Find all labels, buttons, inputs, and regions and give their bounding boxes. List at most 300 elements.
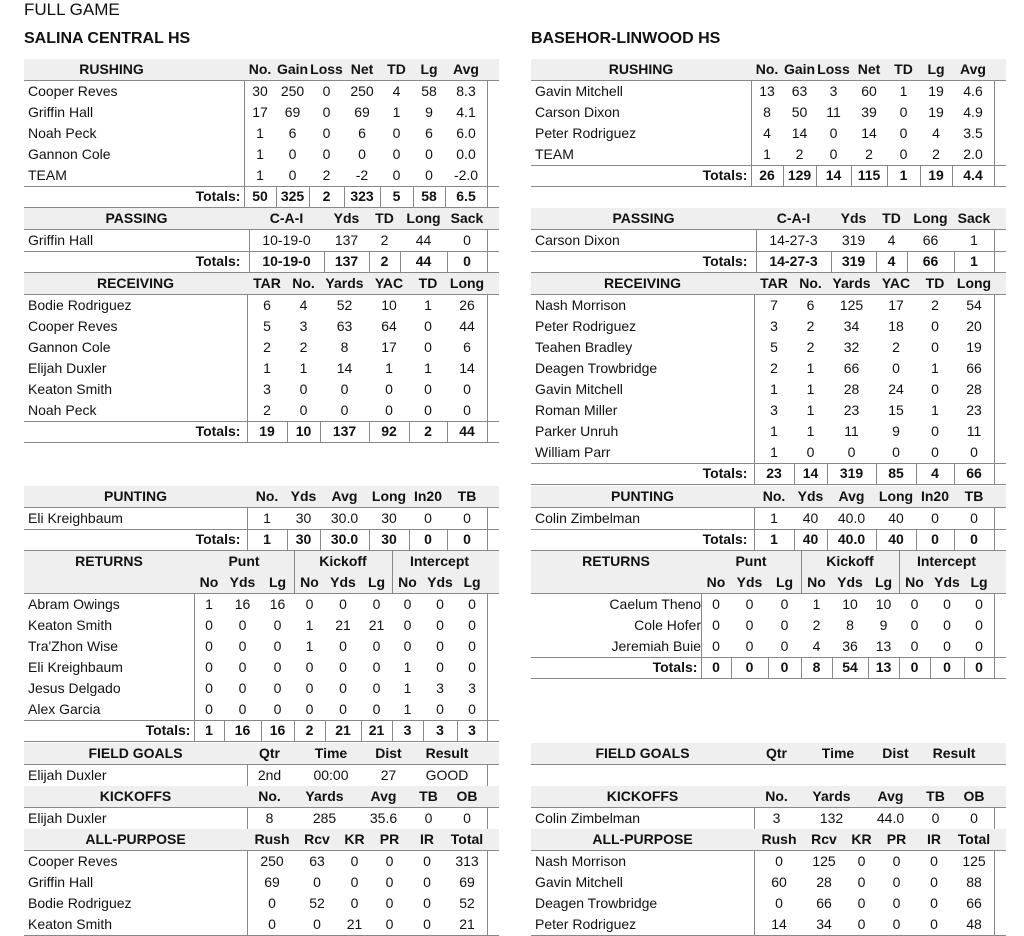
stat-value: 0 [305,659,314,675]
column-header: Rush [254,831,290,847]
stat-value: 0 [205,701,213,717]
table-row [531,102,1006,123]
stat-value: 0 [930,895,938,911]
stat-value: 0 [857,874,866,890]
stat-value: 0 [372,701,381,717]
column-header: Avg [838,488,865,504]
stat-value: 0 [273,617,282,633]
table-header [531,829,1006,850]
section-label: KICKOFFS [99,788,172,804]
stat-value: 26 [459,297,475,313]
stat-value: 19 [928,83,944,99]
stat-value: 3 [468,680,476,696]
column-header: Sack [450,210,484,226]
column-header: IR [927,831,941,847]
player-name: Elijah Duxler [28,810,107,826]
stat-value: 2 [263,402,271,418]
stat-value: 0 [930,853,938,869]
stat-value: 30 [252,83,268,99]
table-row [531,636,1006,657]
stat-value: 1 [770,423,778,439]
stat-value: 6 [463,339,471,355]
table-row [531,442,1006,463]
total-value: 0 [970,531,978,547]
stat-value: 0 [892,916,901,932]
stat-value: 0 [436,617,444,633]
stat-value: 66 [966,895,982,911]
column-header: C-A-I [776,210,811,226]
stat-value: 0 [931,318,939,334]
column-header: Gain [783,61,816,77]
stat-value: 60 [771,874,787,890]
column-header: Avg [453,61,479,77]
column-header: C-A-I [269,210,304,226]
stat-value: 63 [309,853,325,869]
column-header: No. [799,275,822,291]
table-row [24,678,499,699]
table-row [24,508,499,529]
column-header: KR [344,831,365,847]
divider [994,807,995,829]
stat-value: 0 [385,853,394,869]
column-header: Long [913,210,948,226]
total-value: 0 [943,659,951,675]
stat-value: 3 [770,318,778,334]
column-header: Avg [877,788,904,804]
column-header: Result [932,745,976,761]
total-value: 10-19-0 [262,253,311,269]
column-header: Net [857,61,881,77]
player-name: Teahen Bradley [535,339,633,355]
stat-value: 0 [424,381,432,397]
column-header: Yds [797,488,824,504]
player-name: Keaton Smith [28,381,113,397]
divider [487,593,488,741]
stat-value: 0 [372,596,381,612]
stat-value: 0 [970,810,978,826]
table-row [24,893,499,914]
stat-value: 0 [892,853,901,869]
table-header [24,486,499,507]
stat-value: 15 [888,402,904,418]
stat-value: 54 [966,297,982,313]
stat-value: 3 [263,381,271,397]
stat-value: 0 [436,701,444,717]
table-row [24,699,499,720]
stat-value: 58 [421,83,437,99]
stat-value: 1 [931,360,939,376]
divider [487,294,488,442]
player-name: Gannon Cole [28,339,111,355]
total-value: 2 [380,253,389,269]
player-name: Carson Dixon [535,104,620,120]
table-row [531,421,1006,442]
total-value: 40.0 [837,531,866,547]
table-header [24,273,499,294]
table-header [531,743,1006,764]
column-header: Yds [837,574,863,590]
column-header: OB [963,788,985,804]
stat-value: 1 [305,617,314,633]
stat-value: 0 [350,874,359,890]
total-value: 0 [931,531,939,547]
totals-label: Totals: [652,659,698,675]
stat-value: 66 [843,360,860,376]
total-value: 21 [368,722,385,738]
stat-value: 30 [295,510,312,526]
total-value: 66 [922,253,939,269]
player-name: Eli Kreighbaum [28,510,123,526]
stat-value: 1 [392,104,401,120]
stat-value: 0 [322,104,331,120]
column-header: TD [375,210,394,226]
total-value: 54 [842,659,858,675]
stat-value: 125 [839,297,864,313]
column-group-header: Punt [735,553,767,569]
divider [24,442,499,443]
column-header: Avg [331,488,358,504]
column-group-header: Intercept [409,553,470,569]
stat-value: 40 [802,510,819,526]
stat-value: 34 [816,916,832,932]
stat-value: 0 [930,874,938,890]
column-header: Dist [375,745,402,761]
player-name: Peter Rodriguez [535,916,637,932]
stat-value: 0 [943,617,951,633]
stat-value: 0 [273,659,282,675]
column-header: TB [926,788,945,804]
total-value: 323 [350,188,374,204]
stat-value: 11 [844,423,859,439]
stat-value: 14-27-3 [769,232,818,248]
column-header: No. [292,275,315,291]
stat-value: -2 [355,167,369,183]
stat-value: 4 [887,232,896,248]
column-header: Yards [812,788,851,804]
stat-value: 17 [888,297,904,313]
stat-value: 0 [403,638,412,654]
stat-value: 0 [424,318,432,334]
stat-value: 35.6 [369,810,398,826]
stat-value: 0 [892,360,900,376]
stat-value: 0 [424,339,432,355]
stat-value: 0 [385,895,394,911]
table-row [531,316,1006,337]
stat-value: 3.5 [963,125,983,141]
total-value: 19 [928,167,944,183]
away-team-name: BASEHOR-LINWOOD HS [531,30,721,47]
column-header: Result [425,745,469,761]
table-header [24,208,499,229]
total-value: 1 [205,722,213,738]
stat-value: 1 [806,381,815,397]
column-header: TAR [253,275,281,291]
stat-value: 23 [966,402,982,418]
column-header: Yds [934,574,960,590]
table-header [531,551,1006,572]
total-value: 16 [269,722,286,738]
section-label: RUSHING [79,61,144,77]
total-value: 1 [899,167,908,183]
total-value: 58 [421,188,437,204]
divider [531,484,1006,485]
player-name: Colin Zimbelman [535,810,641,826]
column-header: No [398,574,417,590]
stat-value: 18 [888,318,904,334]
stat-value: 2 [770,360,778,376]
stat-value: 13 [759,83,775,99]
section-label: FIELD GOALS [88,745,183,761]
column-header: Avg [960,61,986,77]
stat-value: 0 [463,381,471,397]
column-header: Yds [333,210,360,226]
total-value: 325 [280,188,305,204]
stat-value: 125 [962,853,986,869]
table-row [24,81,499,102]
column-header: Lg [463,574,481,590]
stat-value: 0 [463,232,471,248]
stat-value: 0 [322,83,331,99]
stat-value: 10 [381,297,397,313]
stat-value: 0 [436,596,444,612]
player-name: Noah Peck [28,125,97,141]
divider [754,807,755,829]
stat-value: 7 [770,297,778,313]
stat-value: 0 [463,402,471,418]
stat-value: 0 [847,444,856,460]
stat-value: 52 [336,297,353,313]
total-value: 85 [888,465,904,481]
stat-value: 125 [812,853,836,869]
stat-value: 0 [468,659,476,675]
column-header: PR [379,831,400,847]
player-name: Peter Rodriguez [535,318,637,334]
stat-value: 28 [816,874,832,890]
total-value: 2 [424,423,432,439]
column-header: TD [894,61,913,77]
stat-value: 2nd [257,767,282,783]
table-row [24,872,499,893]
stat-value: 3 [772,810,781,826]
stat-value: 0 [339,701,347,717]
stat-value: 0 [468,701,476,717]
stat-value: 69 [354,104,370,120]
divider [247,764,248,786]
divider [487,850,488,935]
stat-value: 16 [234,596,251,612]
stat-value: 0 [423,853,431,869]
stat-value: 9 [892,423,900,439]
stat-value: 0 [392,125,401,141]
column-header: Lg [420,61,438,77]
stat-value: 69 [284,104,301,120]
total-value: 3 [468,722,476,738]
player-name: Elijah Duxler [28,360,107,376]
stat-value: 0 [273,701,282,717]
player-name: Griffin Hall [28,232,94,248]
table-row [24,914,499,935]
table-header [24,786,499,807]
stat-value: 9 [879,617,888,633]
totals-label: Totals: [702,167,748,183]
column-header: Yds [290,488,317,504]
stat-value: 0 [712,617,720,633]
total-value: 2 [305,722,314,738]
player-name: Gavin Mitchell [535,874,623,890]
stat-value: 0 [425,167,433,183]
stat-value: 1 [424,360,432,376]
total-value: 1 [970,253,978,269]
table-row [24,657,499,678]
divider [531,764,1006,765]
stat-value: 2 [932,146,940,162]
stat-value: 0 [238,617,247,633]
stat-value: 0 [423,874,431,890]
stat-value: 0 [205,638,213,654]
totals-row [24,251,499,272]
stat-value: 0 [273,680,282,696]
stat-value: 11 [966,423,982,439]
stat-value: 0 [892,874,901,890]
divider [754,850,755,935]
divider [294,551,295,593]
stat-value: 69 [264,874,280,890]
stat-value: 63 [336,318,353,334]
stat-value: 0 [745,638,754,654]
stat-value: 0 [975,617,983,633]
table-row [531,851,1006,872]
stat-value: 0 [313,916,321,932]
totals-row [531,251,1006,272]
total-value: 30 [295,531,312,547]
player-name: Deagen Trowbridge [535,895,658,911]
stat-value: 0 [745,617,754,633]
total-value: 30.0 [330,531,359,547]
stat-value: 64 [381,318,397,334]
stat-value: 0 [305,701,314,717]
total-value: 8 [812,659,821,675]
table-header [531,786,1006,807]
total-value: 50 [252,188,268,204]
stat-value: 0 [372,680,381,696]
column-header: TD [387,61,406,77]
stat-value: 0 [712,596,720,612]
column-header: OB [456,788,478,804]
total-value: 4.4 [963,167,983,183]
table-row [24,165,499,186]
column-header: In20 [920,488,949,504]
stat-value: 0 [385,874,394,890]
stat-value: 0 [424,810,433,826]
stat-value: 0 [892,444,900,460]
stat-value: 0 [339,638,347,654]
stat-value: 0 [931,423,939,439]
totals-label: Totals: [195,531,241,547]
stat-value: 2 [806,339,815,355]
column-group-header: Kickoff [826,553,874,569]
stat-value: 313 [455,853,479,869]
total-value: 10 [295,423,312,439]
stat-value: 2 [892,339,900,355]
stat-value: 1 [424,297,432,313]
table-row [531,400,1006,421]
player-name: Cooper Reves [28,83,118,99]
player-name: Cooper Reves [28,853,118,869]
column-header: Gain [276,61,309,77]
column-header: No. [255,488,279,504]
player-name: Colin Zimbelman [535,510,641,526]
stat-value: 21 [459,916,475,932]
column-header: Yds [840,210,867,226]
totals-row [24,186,499,207]
stat-value: 6.0 [456,125,476,141]
totals-label: Totals: [195,188,241,204]
totals-row [24,720,499,741]
total-value: 21 [335,722,351,738]
column-header: TB [419,788,438,804]
column-header: PR [886,831,907,847]
divider [531,186,1006,187]
section-label: FIELD GOALS [595,745,690,761]
table-row [531,808,1006,829]
table-header [24,59,499,80]
stat-value: 4 [392,83,401,99]
stat-value: 0 [339,596,347,612]
table-header [531,486,1006,507]
column-header: Qtr [259,745,280,761]
stat-value: 0 [910,596,919,612]
table-row [24,295,499,316]
total-value: 0 [712,659,720,675]
stat-value: 21 [335,617,351,633]
total-value: 2 [322,188,331,204]
column-header: No. [762,488,786,504]
stat-value: GOOD [425,767,469,783]
stat-value: 34 [843,318,860,334]
column-header: Long [449,275,485,291]
player-name: Cooper Reves [28,318,118,334]
stat-value: 8.3 [456,83,476,99]
player-name: Gannon Cole [28,146,111,162]
stat-value: 39 [861,104,877,120]
stat-value: 1 [263,510,271,526]
column-header: No [807,574,826,590]
stat-value: 23 [843,402,860,418]
divider [247,807,248,829]
column-header: TD [925,275,945,291]
player-name: TEAM [28,167,67,183]
stat-value: 0 [238,638,247,654]
stat-value: 0 [403,617,412,633]
stat-value: 21 [368,617,385,633]
stat-value: 0 [392,167,401,183]
stat-value: 250 [280,83,305,99]
totals-label: Totals: [702,531,748,547]
stat-value: 00:00 [313,767,349,783]
player-name: William Parr [535,444,611,460]
stat-value: 1 [806,423,815,439]
total-value: 16 [234,722,251,738]
total-value: 40 [888,531,904,547]
column-header: Rcv [304,831,330,847]
player-name: Peter Rodriguez [535,125,637,141]
divider [994,294,995,484]
table-row [531,508,1006,529]
totals-label: Totals: [195,253,241,269]
stat-value: 0 [780,596,789,612]
stat-value: 0 [745,596,754,612]
player-name: Gavin Mitchell [535,381,623,397]
